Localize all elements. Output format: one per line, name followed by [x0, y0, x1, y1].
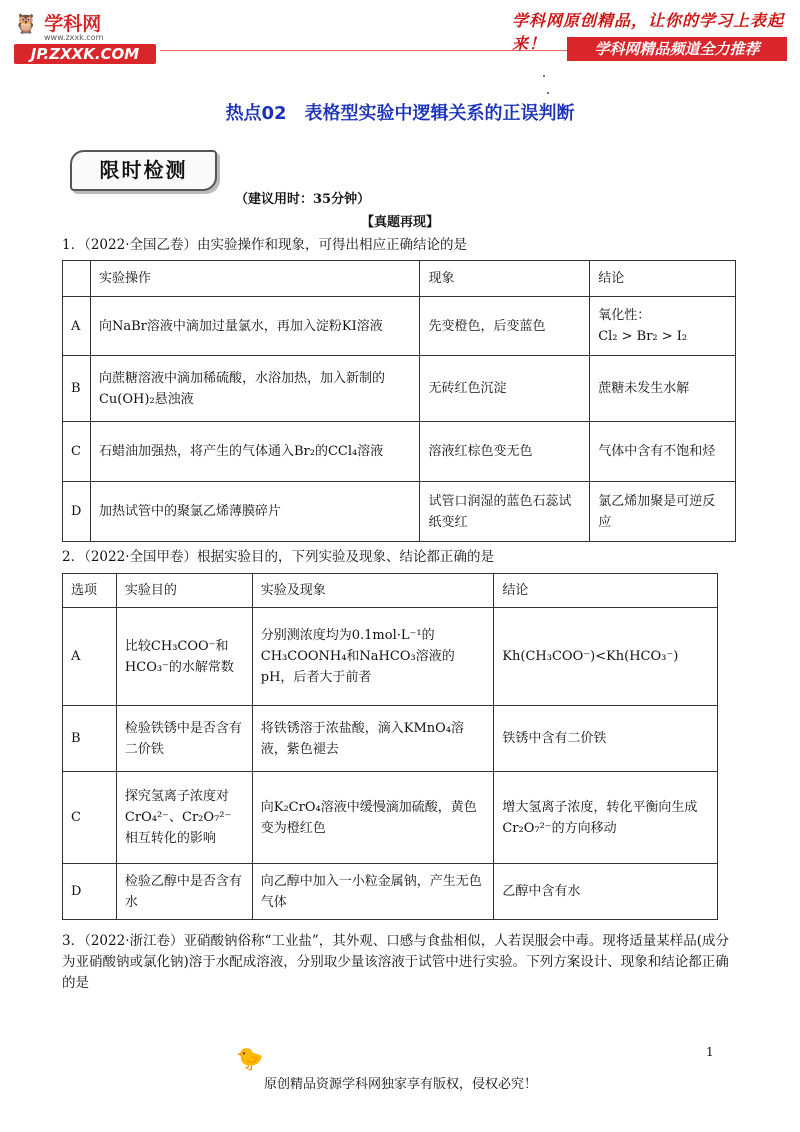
q2-header-opt: 选项 — [63, 574, 117, 608]
table-row — [63, 422, 736, 482]
cl-cell: 氯乙烯加聚是可逆反应 — [590, 482, 736, 542]
cl-cell: 增大氢离子浓度，转化平衡向生成Cr₂O₇²⁻的方向移动 — [494, 772, 718, 864]
q3-stem: 3．（2022·浙江卷）亚硝酸钠俗称“工业盐”，其外观、口感与食盐相似，人若误服会中毒。现将适量某样品(成分为亚硝酸钠或氯化钠)溶于水配成溶液，分别取少量该溶液于试管中进行实验。下列方案设计、现象和结论都正确的是 — [62, 933, 730, 991]
site-logo[interactable] — [14, 9, 103, 42]
q2-header-cl: 结论 — [494, 574, 718, 608]
ph-cell: 溶液红棕色变无色 — [420, 422, 590, 482]
option-label: D — [63, 482, 91, 542]
op-cell: 石蜡油加强热，将产生的气体通入Br₂的CCl₄溶液 — [90, 422, 419, 482]
logo-name: 学科网 — [44, 13, 102, 35]
q1-stem: 1．（2022·全国乙卷）由实验操作和现象，可得出相应正确结论的是 — [62, 237, 467, 253]
cl-cell: Kh(CH₃COO⁻)<Kh(HCO₃⁻) — [494, 608, 718, 706]
table-row — [63, 772, 718, 864]
cl-cell — [590, 297, 736, 356]
q2-header-aim: 实验目的 — [116, 574, 252, 608]
aim-cell: 探究氢离子浓度对CrO₄²⁻、Cr₂O₇²⁻相互转化的影响 — [116, 772, 252, 864]
q1-header-ph: 现象 — [420, 261, 590, 297]
cl-cell: 铁锈中含有二价铁 — [494, 706, 718, 772]
ph-cell: 先变橙色，后变蓝色 — [420, 297, 590, 356]
option-label: C — [63, 422, 91, 482]
section-heading: 【真题再现】 — [360, 215, 439, 230]
section-badge: 限时检测 — [70, 150, 217, 191]
time-hint: （建议用时：35分钟） — [235, 192, 371, 207]
table-header-row — [63, 574, 718, 608]
option-label: A — [63, 608, 117, 706]
aim-cell: 检验铁锈中是否含有二价铁 — [116, 706, 252, 772]
op-cell: 向蔗糖溶液中滴加稀硫酸，水浴加热，加入新制的Cu(OH)₂悬浊液 — [90, 356, 419, 422]
option-label: C — [63, 772, 117, 864]
mascot-icon: 🐤 — [236, 1047, 264, 1072]
q2-header-exp: 实验及现象 — [252, 574, 494, 608]
cl-cell: 蔗糖未发生水解 — [590, 356, 736, 422]
op-cell: 加热试管中的聚氯乙烯薄膜碎片 — [90, 482, 419, 542]
ph-cell: 无砖红色沉淀 — [420, 356, 590, 422]
table-row — [63, 706, 718, 772]
table-row — [63, 482, 736, 542]
option-label: A — [63, 297, 91, 356]
option-label: B — [63, 706, 117, 772]
cl-label: 氧化性： — [598, 308, 651, 323]
table-row — [63, 864, 718, 920]
logo-sub: www.zxxk.com — [44, 33, 104, 42]
q2-stem: 2．（2022·全国甲卷）根据实验目的，下列实验及现象、结论都正确的是 — [62, 549, 494, 565]
aim-cell: 比较CH₃COO⁻和HCO₃⁻的水解常数 — [116, 608, 252, 706]
decor-dot — [547, 92, 549, 94]
exp-cell: 向K₂CrO₄溶液中缓慢滴加硫酸，黄色变为橙红色 — [252, 772, 494, 864]
table-row — [63, 356, 736, 422]
page-number: 1 — [706, 1045, 714, 1059]
cl-cell: 气体中含有不饱和烃 — [590, 422, 736, 482]
q1-header-op: 实验操作 — [90, 261, 419, 297]
footer-copyright: 原创精品资源学科网独家享有版权，侵权必究！ — [264, 1077, 538, 1092]
table-row — [63, 608, 718, 706]
option-label: D — [63, 864, 117, 920]
header-divider — [160, 50, 572, 51]
exp-cell: 分别测浓度均为0.1mol·L⁻¹的CH₃COONH₄和NaHCO₃溶液的pH，后者大于前者 — [252, 608, 494, 706]
logo-url[interactable]: JP.ZXXK.COM — [14, 44, 156, 64]
aim-cell: 检验乙醇中是否含有水 — [116, 864, 252, 920]
exp-cell: 向乙醇中加入一小粒金属钠，产生无色气体 — [252, 864, 494, 920]
table-header-row — [63, 261, 736, 297]
cl-cell: 乙醇中含有水 — [494, 864, 718, 920]
header-slogan-bar: 学科网精品频道全力推荐 — [567, 37, 787, 61]
option-label: B — [63, 356, 91, 422]
cl-formula: Cl₂ > Br₂ > I₂ — [598, 329, 688, 344]
ph-cell: 试管口润湿的蓝色石蕊试纸变红 — [420, 482, 590, 542]
table-row — [63, 297, 736, 356]
logo-owl-icon: 🦉 — [14, 13, 38, 35]
decor-dot — [543, 75, 545, 77]
header-slogan: 学科网原创精品，让你的学习上表起来！ — [512, 11, 785, 53]
op-cell: 向NaBr溶液中滴加过量氯水，再加入淀粉KI溶液 — [90, 297, 419, 356]
page-title: 热点02 表格型实验中逻辑关系的正误判断 — [225, 103, 575, 124]
exp-cell: 将铁锈溶于浓盐酸，滴入KMnO₄溶液，紫色褪去 — [252, 706, 494, 772]
q1-header-blank — [63, 261, 91, 297]
q1-table — [62, 260, 736, 542]
q1-header-cl: 结论 — [590, 261, 736, 297]
q2-table — [62, 573, 718, 920]
